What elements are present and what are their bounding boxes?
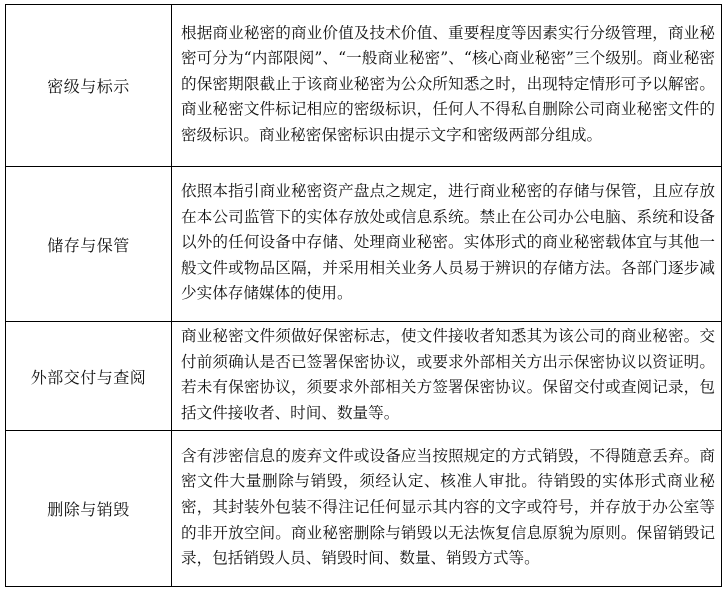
- row-description: 依照本指引商业秘密资产盘点之规定，进行商业秘密的存储与保管，且应存放在本公司监管下的实体存放处或信息系统。禁止在公司办公电脑、系统和设备以外的任何设备中存储、处理商业秘密。实体形式的商业秘密载体宜与其他一般文件或物品区隔，并采用相关业务人员易于辨识的存储方法。各部门逐步减少实体存储媒体的使用。: [172, 167, 722, 322]
- table-row: [6, 5, 722, 167]
- row-description: 含有涉密信息的废弃文件或设备应当按照规定的方式销毁，不得随意丢弃。商密文件大量删除与销毁，须经认定、核准人审批。待销毁的实体形式商业秘密，其封装外包装不得注记任何显示其内容的文字或符号，并存放于办公室等的非开放空间。商业秘密删除与销毁以无法恢复信息原貌为原则。保留销毁记录，包括销毁人员、销毁时间、数量、销毁方式等。: [172, 431, 722, 587]
- table-row: [6, 431, 722, 587]
- row-label: 储存与保管: [6, 167, 172, 322]
- table-row: [6, 167, 722, 322]
- row-label: 删除与销毁: [6, 431, 172, 587]
- table-row: [6, 322, 722, 431]
- row-label: 密级与标示: [6, 5, 172, 167]
- row-description: 商业秘密文件须做好保密标志，使文件接收者知悉其为该公司的商业秘密。交付前须确认是否已签署保密协议，或要求外部相关方出示保密协议以资证明。若未有保密协议，须要求外部相关方签署保密协议。保留交付或查阅记录，包括文件接收者、时间、数量等。: [172, 322, 722, 431]
- trade-secret-management-table: [5, 4, 722, 587]
- row-description: 根据商业秘密的商业价值及技术价值、重要程度等因素实行分级管理，商业秘密可分为“内部限阅”、“一般商业秘密”、“核心商业秘密”三个级别。商业秘密的保密期限截止于该商业秘密为公众所知悉之时，出现特定情形可予以解密。商业秘密文件标记相应的密级标识，任何人不得私自删除公司商业秘密文件的密级标识。商业秘密保密标识由提示文字和密级两部分组成。: [172, 5, 722, 167]
- row-label: 外部交付与查阅: [6, 322, 172, 431]
